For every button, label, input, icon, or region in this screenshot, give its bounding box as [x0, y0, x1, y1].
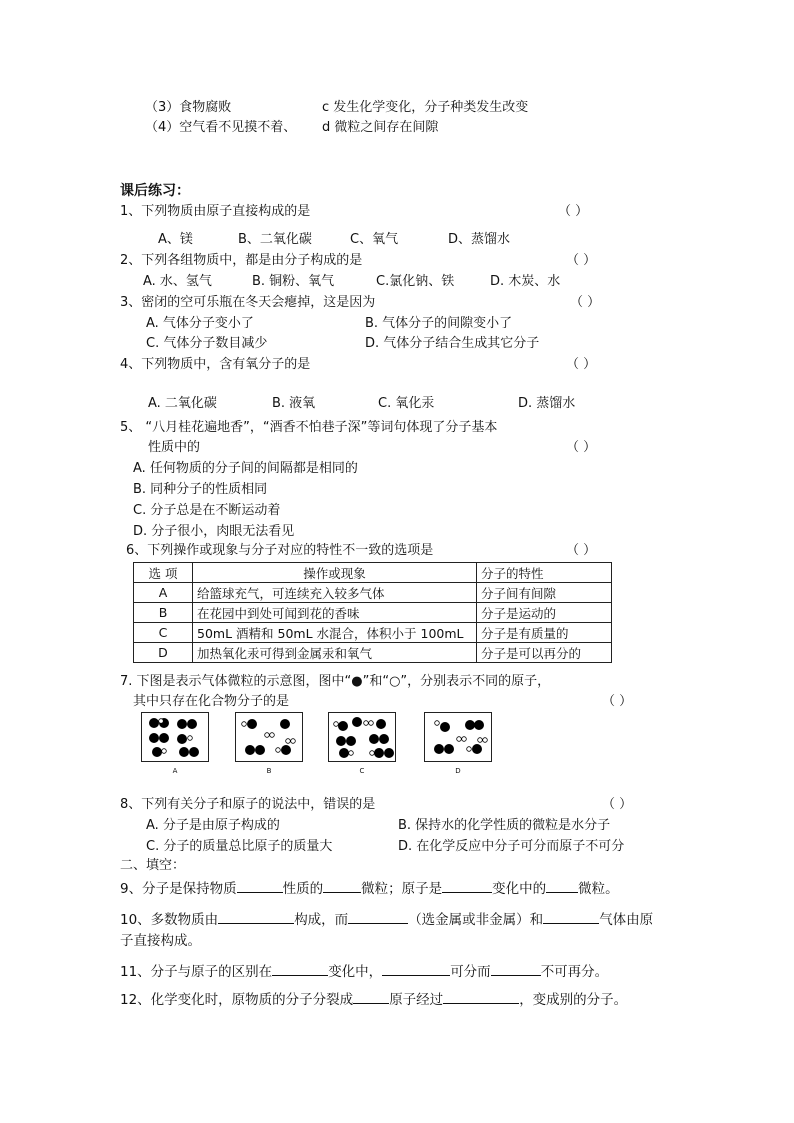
- q4-option-d: D. 蒸馏水: [518, 396, 576, 411]
- particle-diagram-b: [235, 712, 303, 762]
- q1-option-b: B、二氧化碳: [238, 232, 312, 247]
- q5-stem-line1: 5、 “八月桂花遍地香”，“酒香不怕巷子深”等词句体现了分子基本: [120, 420, 498, 435]
- q8-option-c: C. 分子的质量总比原子的质量大: [146, 839, 333, 854]
- q12-text-2: 原子经过: [389, 992, 444, 1008]
- table-header-row: [134, 563, 612, 583]
- q12-text-1: 12、化学变化时，原物质的分子分裂成: [120, 992, 354, 1008]
- table-cell: 分子是可以再分的: [477, 643, 612, 663]
- q10-blank-2[interactable]: [348, 910, 408, 924]
- q8-option-d: D. 在化学反应中分子可分而原子不可分: [398, 839, 625, 854]
- q2-option-d: D. 木炭、水: [490, 274, 561, 289]
- table-cell: 在花园中到处可闻到花的香味: [193, 603, 477, 623]
- q9-text-3: 微粒；原子是: [361, 881, 443, 897]
- q11-text-2: 变化中，: [328, 964, 383, 980]
- diagram-label-d: D: [455, 767, 461, 775]
- q1-answer-paren: （ ）: [558, 204, 589, 219]
- q6-stem: 6、下列操作或现象与分子对应的特性不一致的选项是: [126, 543, 434, 558]
- table-cell: D: [134, 643, 193, 663]
- particle-diagram-a: [141, 712, 209, 762]
- q4-answer-paren: （ ）: [566, 357, 597, 372]
- q10-blank-1[interactable]: [218, 910, 294, 924]
- q10-text-3: （选金属或非金属）和: [408, 912, 544, 928]
- q9-text-2: 性质的: [282, 881, 324, 897]
- q2-option-b: B. 铜粉、氧气: [252, 274, 335, 289]
- table-row: [134, 603, 612, 623]
- table-header-cell: 选 项: [134, 563, 193, 583]
- q12-blank-1[interactable]: [353, 990, 389, 1004]
- q10-blank-3[interactable]: [543, 910, 599, 924]
- table-cell: 分子是有质量的: [477, 623, 612, 643]
- table-cell: 50mL 酒精和 50mL 水混合，体积小于 100mL: [193, 623, 477, 643]
- section-title-exercises: 课后练习：: [120, 183, 190, 199]
- prev-item-4-right: d 微粒之间存在间隙: [322, 120, 439, 135]
- q12-line: [120, 990, 627, 1008]
- q11-line: [120, 962, 608, 980]
- q11-blank-3[interactable]: [491, 962, 541, 976]
- q2-stem: 2、下列各组物质中，都是由分子构成的是: [120, 253, 363, 268]
- prev-item-3-left: （3）食物腐败: [145, 100, 232, 115]
- table-row: [134, 583, 612, 603]
- q11-blank-2[interactable]: [382, 962, 450, 976]
- q2-option-c: C.氯化钠、铁: [376, 274, 455, 289]
- q9-blank-2[interactable]: [323, 879, 361, 893]
- q3-option-c: C. 气体分子数目减少: [146, 336, 268, 351]
- q10-line-2: 子直接构成。: [120, 933, 201, 949]
- table-cell: 加热氧化汞可得到金属汞和氧气: [193, 643, 477, 663]
- q5-stem-line2: 性质中的: [148, 440, 201, 455]
- table-row: [134, 643, 612, 663]
- q11-text-4: 不可再分。: [540, 964, 609, 980]
- section-title-fill-in: 二、填空：: [120, 858, 186, 873]
- q3-stem: 3、密闭的空可乐瓶在冬天会瘪掉，这是因为: [120, 295, 376, 310]
- particle-diagram-d: [424, 712, 492, 762]
- table-cell: A: [134, 583, 193, 603]
- q3-option-d: D. 气体分子结合生成其它分子: [365, 336, 540, 351]
- table-cell: C: [134, 623, 193, 643]
- q9-blank-3[interactable]: [442, 879, 492, 893]
- table-cell: 分子间有间隙: [477, 583, 612, 603]
- q8-option-a: A. 分子是由原子构成的: [146, 818, 280, 833]
- q10-line-1: [120, 910, 653, 928]
- q3-answer-paren: （ ）: [570, 295, 601, 310]
- q5-option-c: C. 分子总是在不断运动着: [133, 503, 281, 518]
- q8-option-b: B. 保持水的化学性质的微粒是水分子: [398, 818, 611, 833]
- q4-option-a: A. 二氧化碳: [148, 396, 217, 411]
- particle-diagram-c: [328, 712, 396, 762]
- q5-answer-paren: （ ）: [566, 440, 597, 455]
- table-cell: B: [134, 603, 193, 623]
- q1-stem: 1、下列物质由原子直接构成的是: [120, 204, 311, 219]
- diagram-label-c: C: [359, 767, 365, 775]
- q3-option-a: A. 气体分子变小了: [146, 316, 254, 331]
- q9-text-4: 变化中的: [492, 881, 547, 897]
- q8-stem: 8、下列有关分子和原子的说法中，错误的是: [120, 797, 376, 812]
- q9-blank-1[interactable]: [237, 879, 283, 893]
- table-cell: 给篮球充气，可连续充入较多气体: [193, 583, 477, 603]
- table-header-cell: 操作或现象: [193, 563, 477, 583]
- q4-option-b: B. 液氧: [272, 396, 316, 411]
- prev-item-4-left: （4）空气看不见摸不着、: [145, 120, 297, 135]
- q2-option-a: A. 水、氢气: [143, 274, 212, 289]
- q1-option-c: C、氧气: [350, 232, 399, 247]
- q10-text-4: 气体由原: [599, 912, 654, 928]
- table-header-cell: 分子的特性: [477, 563, 612, 583]
- q10-text-1: 10、多数物质由: [120, 912, 219, 928]
- q8-answer-paren: （ ）: [602, 797, 633, 812]
- q7-stem-line1: 7. 下图是表示气体微粒的示意图，图中“●”和“○”，分别表示不同的原子，: [120, 674, 551, 689]
- diagram-label-b: B: [266, 767, 272, 775]
- q11-text-1: 11、分子与原子的区别在: [120, 964, 273, 980]
- q12-blank-2[interactable]: [443, 990, 519, 1004]
- q4-stem: 4、下列物质中，含有氧分子的是: [120, 357, 311, 372]
- q6-answer-paren: （ ）: [566, 543, 597, 558]
- diagram-label-a: A: [172, 767, 178, 775]
- q11-text-3: 可分而: [450, 964, 491, 980]
- q3-option-b: B. 气体分子的间隙变小了: [365, 316, 513, 331]
- table-cell: 分子是运动的: [477, 603, 612, 623]
- q9-blank-4[interactable]: [546, 879, 578, 893]
- q11-blank-1[interactable]: [272, 962, 328, 976]
- q5-option-d: D. 分子很小，肉眼无法看见: [133, 524, 295, 539]
- q2-answer-paren: （ ）: [566, 253, 597, 268]
- q5-option-b: B. 同种分子的性质相同: [133, 482, 268, 497]
- q5-option-a: A. 任何物质的分子间的间隔都是相同的: [133, 461, 358, 476]
- table-row: [134, 623, 612, 643]
- q4-option-c: C. 氧化汞: [378, 396, 435, 411]
- q12-text-3: ，变成别的分子。: [519, 992, 628, 1008]
- q9-text-1: 9、分子是保持物质: [120, 881, 237, 897]
- q1-option-d: D、蒸馏水: [448, 232, 511, 247]
- q10-text-2: 构成，而: [294, 912, 349, 928]
- q6-table: [133, 562, 612, 663]
- q7-stem-line2: 其中只存在化合物分子的是: [133, 694, 290, 709]
- q1-option-a: A、镁: [158, 232, 193, 247]
- prev-item-3-right: c 发生化学变化，分子种类发生改变: [322, 100, 529, 115]
- q9-text-5: 微粒。: [578, 881, 619, 897]
- q7-answer-paren: （ ）: [602, 694, 633, 709]
- q9-line: [120, 879, 619, 897]
